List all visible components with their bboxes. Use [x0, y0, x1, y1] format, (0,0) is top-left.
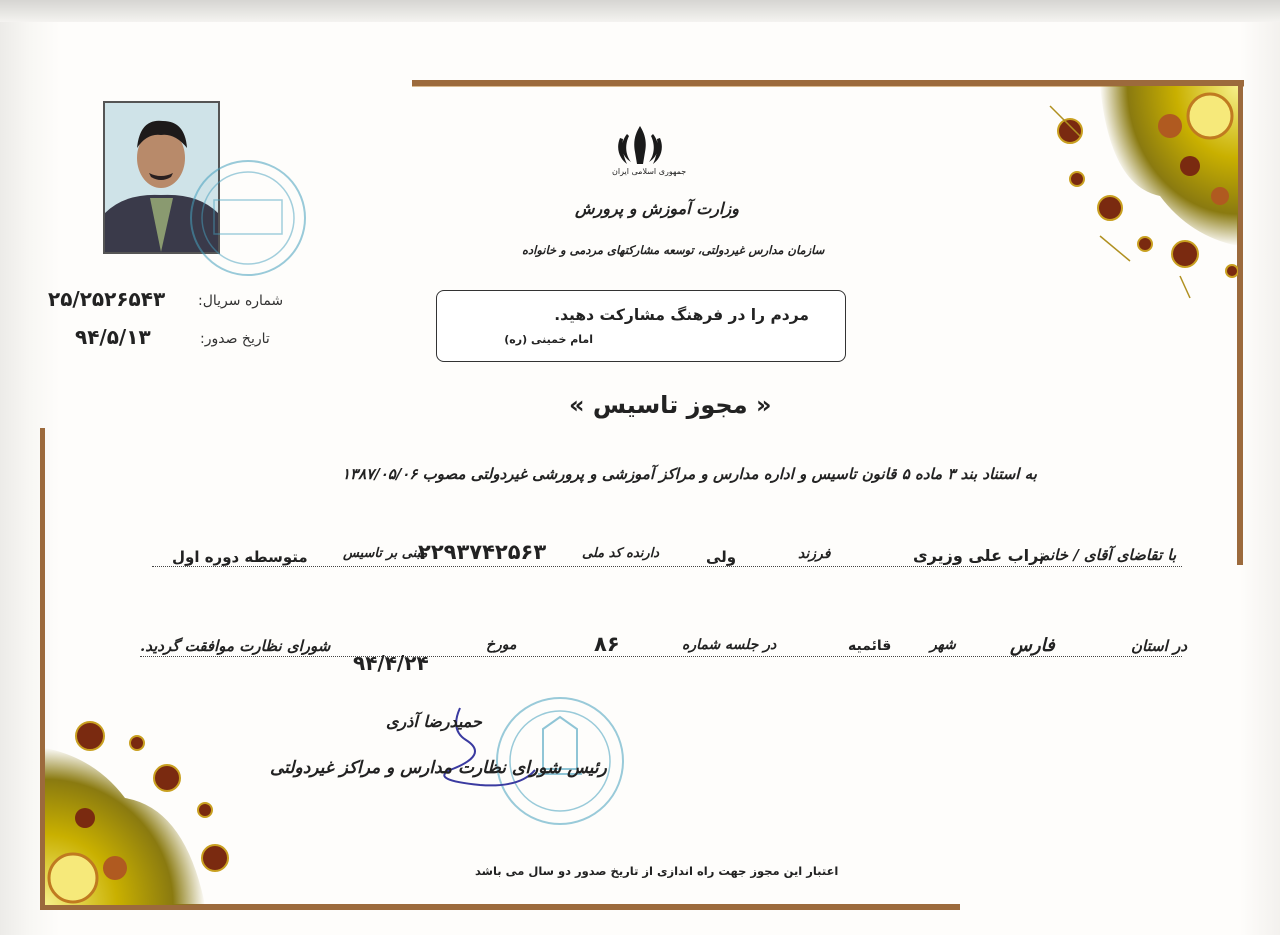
signer-name: حمیدرضا آذری [386, 712, 482, 731]
father-name: ولی [706, 548, 737, 566]
issue-date-label: تاریخ صدور: [200, 331, 270, 347]
based-on-label: مبنی بر تاسیس [343, 546, 428, 561]
national-id-label: دارنده کد ملی [582, 546, 660, 561]
applicant-name: تراب علی وزیری [913, 546, 1046, 565]
signer-title: رئیس شورای نظارت مدارس و مراکز غیردولتی [270, 758, 607, 778]
school-type: متوسطه دوره اول [172, 548, 308, 566]
session-number: ۸۶ [594, 632, 620, 656]
quote-author: امام خمینی (ره) [504, 333, 593, 346]
scan-shadow [0, 0, 1280, 22]
serial-label: شماره سریال: [198, 293, 284, 309]
iran-emblem-icon [617, 124, 663, 166]
serial-value: ۲۵/۲۵۲۶۵۴۳ [48, 287, 166, 311]
emblem-caption: جمهوری اسلامی ایران [612, 167, 687, 176]
child-of-label: فرزند [798, 546, 831, 562]
dated-label: مورخ [486, 637, 517, 653]
quote-box [436, 290, 846, 362]
line1-underline [152, 566, 1182, 567]
ministry-name: وزارت آموزش و پرورش [575, 199, 739, 218]
session-date: ۹۴/۴/۲۴ [353, 651, 429, 675]
issue-date-value: ۹۴/۵/۱۳ [75, 325, 151, 349]
request-label: با تقاضای آقای / خانم [1040, 546, 1177, 564]
certificate-title: « مجوز تاسیس » [569, 391, 772, 419]
province-value: فارس [1010, 635, 1055, 656]
session-label: در جلسه شماره [682, 637, 777, 653]
province-label: در استان [1131, 637, 1187, 655]
corner-ornament-top-right [1040, 86, 1238, 301]
city-label: شهر [930, 637, 956, 653]
validity-note: اعتبار این مجوز جهت راه اندازی از تاریخ صدور دو سال می باشد [475, 864, 839, 878]
preamble-text: به استناد بند ۳ ماده ۵ قانون تاسیس و اداره مدارس و مراکز آموزشی و پرورشی غیردولتی مصوب ۱۳۸۷/۰۵/۰۶ [342, 465, 1037, 483]
organization-name: سازمان مدارس غیردولتی، توسعه مشارکتهای مردمی و خانواده [522, 243, 825, 257]
office-stamp [190, 160, 306, 276]
city-value: قائمیه [848, 638, 892, 654]
line2-underline [140, 656, 1182, 657]
national-id: ۲۲۹۳۷۴۲۵۶۳ [418, 540, 547, 564]
quote-text: مردم را در فرهنگ مشارکت دهید. [554, 306, 809, 324]
corner-ornament-bottom-left [45, 688, 260, 905]
stamp-graphic [192, 162, 304, 274]
approval-text: شورای نظارت موافقت گردید. [140, 637, 331, 655]
